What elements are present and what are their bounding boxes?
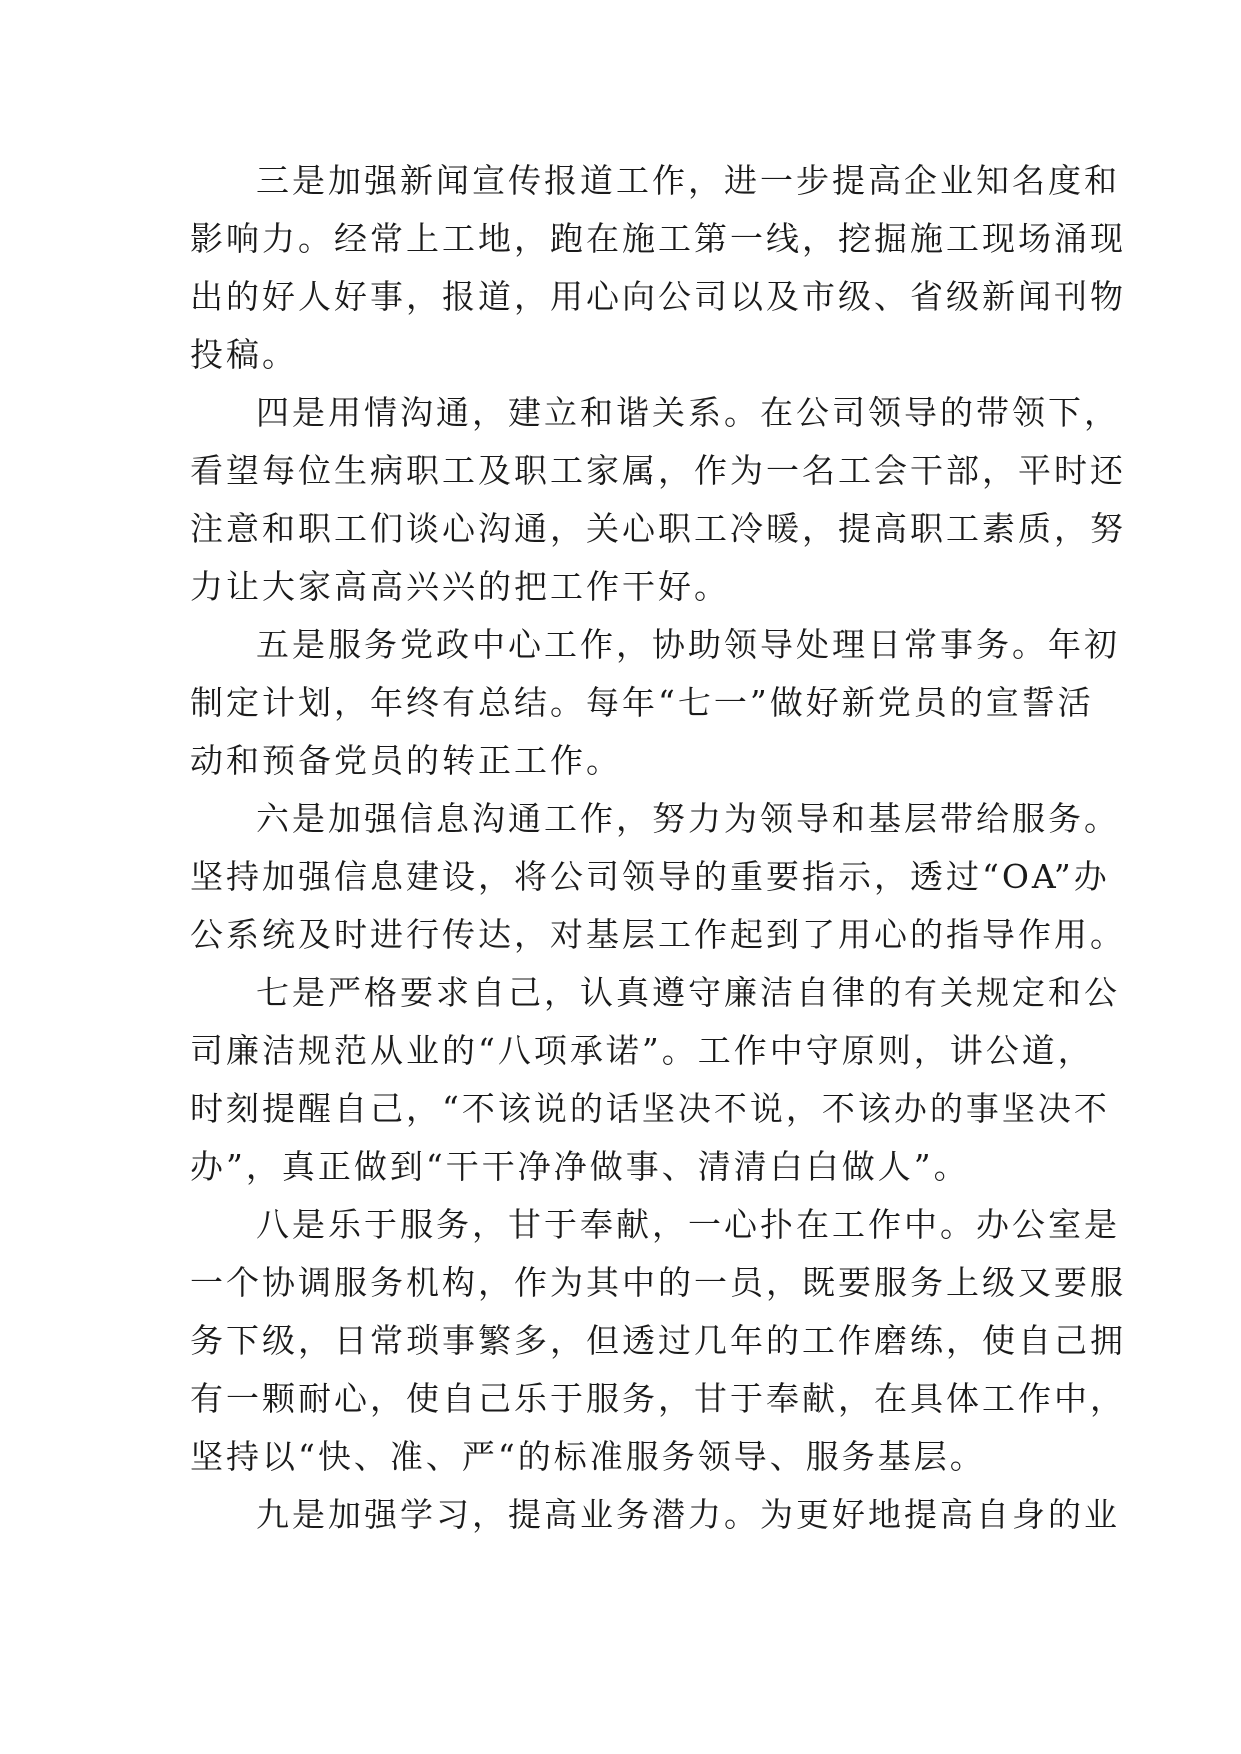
- text-line: 力让大家高高兴兴的把工作干好。: [190, 567, 730, 606]
- text-line: 动和预备党员的转正工作。: [190, 741, 622, 780]
- text-line: 制定计划，年终有总结。每年“七一”做好新党员的宣誓活: [190, 683, 1094, 722]
- text-line: 注意和职工们谈心沟通，关心职工冷暖，提高职工素质，努: [190, 509, 1126, 548]
- paragraph-8-service: [190, 1196, 1126, 1486]
- paragraph-3-news-publicity: [190, 152, 1126, 384]
- paragraph-6-information: [190, 790, 1126, 964]
- text-line: 影响力。经常上工地，跑在施工第一线，挖掘施工现场涌现: [190, 219, 1126, 258]
- text-line: 看望每位生病职工及职工家属，作为一名工会干部，平时还: [190, 451, 1126, 490]
- text-line: 司廉洁规范从业的“八项承诺”。工作中守原则，讲公道，: [190, 1031, 1094, 1070]
- text-line: 时刻提醒自己，“不该说的话坚决不说，不该办的事坚决不: [190, 1089, 1110, 1128]
- text-line: 务下级，日常琐事繁多，但透过几年的工作磨练，使自己拥: [190, 1321, 1126, 1360]
- paragraph-7-self-discipline: [190, 964, 1120, 1196]
- text-line: 投稿。: [190, 335, 298, 374]
- text-line: 五是服务党政中心工作，协助领导处理日常事务。年初: [256, 625, 1120, 664]
- text-line: 坚持以“快、准、严“的标准服务领导、服务基层。: [190, 1437, 986, 1476]
- text-line: 八是乐于服务，甘于奉献，一心扑在工作中。办公室是: [256, 1205, 1120, 1244]
- document-page: [190, 152, 1126, 1544]
- text-line: 坚持加强信息建设，将公司领导的重要指示，透过“OA”办: [190, 857, 1110, 896]
- text-line: 九是加强学习，提高业务潜力。为更好地提高自身的业: [256, 1495, 1120, 1534]
- text-line: 公系统及时进行传达，对基层工作起到了用心的指导作用。: [190, 915, 1126, 954]
- text-line: 四是用情沟通，建立和谐关系。在公司领导的带领下，: [256, 393, 1120, 432]
- text-line: 出的好人好事，报道，用心向公司以及市级、省级新闻刊物: [190, 277, 1126, 316]
- text-line: 三是加强新闻宣传报道工作，进一步提高企业知名度和: [256, 161, 1120, 200]
- paragraph-4-communication: [190, 384, 1126, 616]
- text-line: 有一颗耐心，使自己乐于服务，甘于奉献，在具体工作中，: [190, 1379, 1126, 1418]
- paragraph-5-party-work: [190, 616, 1120, 790]
- text-line: 办”，真正做到“干干净净做事、清清白白做人”。: [190, 1147, 970, 1186]
- text-line: 六是加强信息沟通工作，努力为领导和基层带给服务。: [256, 799, 1120, 838]
- text-line: 一个协调服务机构，作为其中的一员，既要服务上级又要服: [190, 1263, 1126, 1302]
- paragraph-9-learning: [190, 1486, 1120, 1544]
- text-line: 七是严格要求自己，认真遵守廉洁自律的有关规定和公: [256, 973, 1120, 1012]
